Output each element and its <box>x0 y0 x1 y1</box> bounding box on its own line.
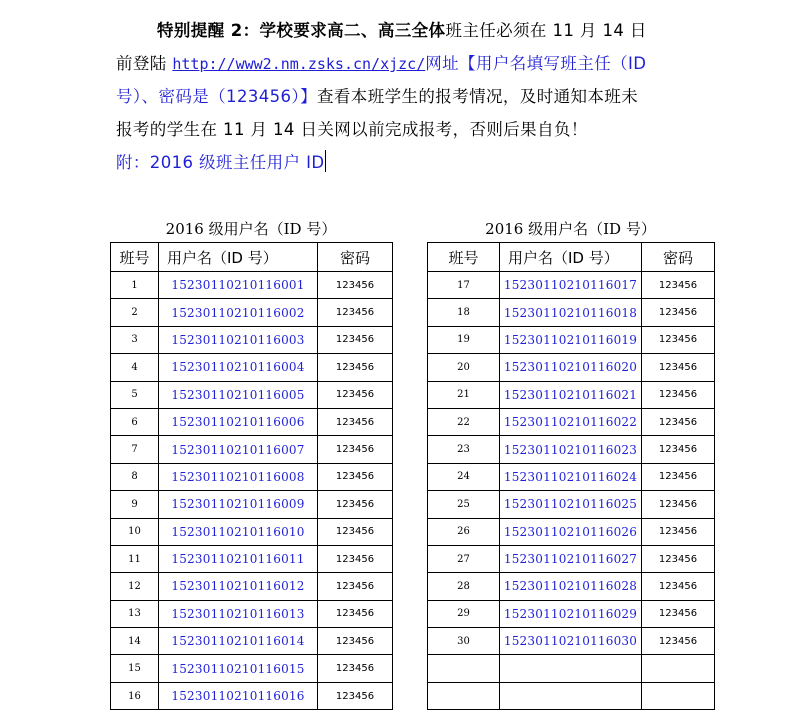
notice-paragraph <box>116 14 676 179</box>
user-id-cell: 15230110210116019 <box>500 326 642 353</box>
table-row <box>111 628 393 655</box>
table-row <box>428 600 715 627</box>
notice-line-1 <box>116 14 676 47</box>
user-id-cell: 15230110210116006 <box>159 408 318 435</box>
table-row <box>111 600 393 627</box>
user-id-cell: 15230110210116022 <box>500 408 642 435</box>
password-cell: 123456 <box>642 299 715 326</box>
password-cell <box>642 655 715 682</box>
notice-title: 特别提醒 2：学校要求高二、高三全体 <box>157 21 446 40</box>
table-row <box>428 655 715 682</box>
table-row <box>111 354 393 381</box>
user-id-cell: 15230110210116017 <box>500 272 642 299</box>
registration-url-link[interactable]: http://www2.nm.zsks.cn/xjzc/ <box>172 55 426 73</box>
class-number-cell <box>428 655 500 682</box>
class-number-cell: 15 <box>111 655 159 682</box>
password-cell: 123456 <box>642 408 715 435</box>
class-number-cell: 20 <box>428 354 500 381</box>
table-row <box>111 682 393 709</box>
table-row <box>111 545 393 572</box>
table-row <box>111 326 393 353</box>
user-id-cell: 15230110210116028 <box>500 573 642 600</box>
table-row <box>428 299 715 326</box>
class-number-cell: 19 <box>428 326 500 353</box>
table-row <box>111 381 393 408</box>
notice-line-2 <box>116 47 676 80</box>
password-cell: 123456 <box>642 518 715 545</box>
table-row <box>428 408 715 435</box>
class-number-cell: 11 <box>111 545 159 572</box>
user-id-cell: 15230110210116014 <box>159 628 318 655</box>
user-id-cell: 15230110210116008 <box>159 463 318 490</box>
user-id-cell: 15230110210116004 <box>159 354 318 381</box>
password-cell: 123456 <box>642 600 715 627</box>
password-cell: 123456 <box>318 272 393 299</box>
table-right-caption: 2016 级用户名（ID 号） <box>485 220 656 238</box>
password-cell: 123456 <box>642 491 715 518</box>
table-row <box>111 518 393 545</box>
user-id-cell: 15230110210116005 <box>159 381 318 408</box>
user-id-cell: 15230110210116001 <box>159 272 318 299</box>
table-header-row <box>111 243 393 272</box>
user-id-cell: 15230110210116009 <box>159 491 318 518</box>
notice-line-3 <box>116 80 676 113</box>
table-header-row <box>428 243 715 272</box>
class-number-cell: 10 <box>111 518 159 545</box>
notice-line1-text: 班主任必须在 11 月 14 日 <box>445 21 647 40</box>
table-row <box>428 272 715 299</box>
table-row <box>111 299 393 326</box>
table-row <box>428 491 715 518</box>
password-cell: 123456 <box>318 655 393 682</box>
password-cell: 123456 <box>318 682 393 709</box>
user-id-cell: 15230110210116026 <box>500 518 642 545</box>
notice-credentials-text: 号）、密码是（123456）】 <box>116 87 317 106</box>
table-row <box>111 573 393 600</box>
class-number-cell: 30 <box>428 628 500 655</box>
password-cell: 123456 <box>642 381 715 408</box>
class-number-cell: 22 <box>428 408 500 435</box>
class-number-cell: 29 <box>428 600 500 627</box>
user-id-cell <box>500 682 642 709</box>
password-cell: 123456 <box>318 354 393 381</box>
class-number-cell: 21 <box>428 381 500 408</box>
user-id-cell: 15230110210116020 <box>500 354 642 381</box>
class-number-cell <box>428 682 500 709</box>
class-number-cell: 2 <box>111 299 159 326</box>
user-id-cell: 15230110210116030 <box>500 628 642 655</box>
class-number-cell: 16 <box>111 682 159 709</box>
table-row <box>428 628 715 655</box>
table-row <box>428 682 715 709</box>
password-cell: 123456 <box>642 354 715 381</box>
class-number-cell: 28 <box>428 573 500 600</box>
table-row <box>111 655 393 682</box>
column-header-password: 密码 <box>642 243 715 272</box>
table-row <box>428 463 715 490</box>
user-id-cell: 15230110210116016 <box>159 682 318 709</box>
user-id-cell: 15230110210116025 <box>500 491 642 518</box>
class-number-cell: 25 <box>428 491 500 518</box>
table-row <box>111 272 393 299</box>
table-row <box>428 354 715 381</box>
class-number-cell: 14 <box>111 628 159 655</box>
column-header-user-id: 用户名（ID 号） <box>500 243 642 272</box>
password-cell: 123456 <box>642 628 715 655</box>
password-cell: 123456 <box>318 545 393 572</box>
notice-line-4 <box>116 113 676 146</box>
column-header-password: 密码 <box>318 243 393 272</box>
user-id-cell: 15230110210116012 <box>159 573 318 600</box>
class-number-cell: 8 <box>111 463 159 490</box>
user-id-cell <box>500 655 642 682</box>
notice-line4-text: 报考的学生在 11 月 14 日关网以前完成报考，否则后果自负！ <box>116 120 588 139</box>
table-row <box>428 545 715 572</box>
user-id-table-right <box>427 242 715 710</box>
table-row <box>111 491 393 518</box>
text-cursor <box>325 150 326 172</box>
password-cell: 123456 <box>318 408 393 435</box>
class-number-cell: 23 <box>428 436 500 463</box>
user-id-cell: 15230110210116002 <box>159 299 318 326</box>
password-cell: 123456 <box>642 272 715 299</box>
table-body-left <box>111 272 393 710</box>
password-cell: 123456 <box>318 628 393 655</box>
user-id-cell: 15230110210116015 <box>159 655 318 682</box>
column-header-class-no: 班号 <box>111 243 159 272</box>
user-id-cell: 15230110210116018 <box>500 299 642 326</box>
password-cell: 123456 <box>642 573 715 600</box>
password-cell <box>642 682 715 709</box>
user-id-cell: 15230110210116011 <box>159 545 318 572</box>
password-cell: 123456 <box>642 545 715 572</box>
class-number-cell: 26 <box>428 518 500 545</box>
password-cell: 123456 <box>318 326 393 353</box>
password-cell: 123456 <box>642 326 715 353</box>
password-cell: 123456 <box>318 518 393 545</box>
column-header-user-id: 用户名（ID 号） <box>159 243 318 272</box>
password-cell: 123456 <box>318 463 393 490</box>
class-number-cell: 1 <box>111 272 159 299</box>
password-cell: 123456 <box>642 436 715 463</box>
table-left-caption: 2016 级用户名（ID 号） <box>165 220 337 238</box>
table-row <box>111 408 393 435</box>
table-body-right <box>428 272 715 710</box>
table-row <box>428 573 715 600</box>
column-header-class-no: 班号 <box>428 243 500 272</box>
class-number-cell: 9 <box>111 491 159 518</box>
appendix-text: 附：2016 级班主任用户 ID <box>116 153 325 172</box>
user-id-cell: 15230110210116003 <box>159 326 318 353</box>
password-cell: 123456 <box>318 381 393 408</box>
class-number-cell: 18 <box>428 299 500 326</box>
user-id-cell: 15230110210116013 <box>159 600 318 627</box>
password-cell: 123456 <box>318 600 393 627</box>
password-cell: 123456 <box>318 299 393 326</box>
table-row <box>111 463 393 490</box>
user-id-cell: 15230110210116027 <box>500 545 642 572</box>
notice-line2-suffix: 网址【用户名填写班主任（ID <box>425 54 647 73</box>
user-id-cell: 15230110210116029 <box>500 600 642 627</box>
user-id-cell: 15230110210116024 <box>500 463 642 490</box>
table-row <box>428 436 715 463</box>
user-id-cell: 15230110210116023 <box>500 436 642 463</box>
class-number-cell: 5 <box>111 381 159 408</box>
class-number-cell: 17 <box>428 272 500 299</box>
password-cell: 123456 <box>318 436 393 463</box>
password-cell: 123456 <box>318 573 393 600</box>
notice-line2-prefix: 前登陆 <box>116 54 173 73</box>
user-id-cell: 15230110210116010 <box>159 518 318 545</box>
password-cell: 123456 <box>642 463 715 490</box>
class-number-cell: 27 <box>428 545 500 572</box>
notice-line3-text: 查看本班学生的报考情况，及时通知本班未 <box>317 87 639 106</box>
class-number-cell: 6 <box>111 408 159 435</box>
class-number-cell: 24 <box>428 463 500 490</box>
table-row <box>428 381 715 408</box>
user-id-cell: 15230110210116021 <box>500 381 642 408</box>
class-number-cell: 4 <box>111 354 159 381</box>
table-row <box>428 326 715 353</box>
table-row <box>111 436 393 463</box>
table-row <box>428 518 715 545</box>
class-number-cell: 12 <box>111 573 159 600</box>
user-id-cell: 15230110210116007 <box>159 436 318 463</box>
notice-appendix-line <box>116 146 676 179</box>
user-id-table-left <box>110 242 393 710</box>
class-number-cell: 7 <box>111 436 159 463</box>
class-number-cell: 13 <box>111 600 159 627</box>
password-cell: 123456 <box>318 491 393 518</box>
class-number-cell: 3 <box>111 326 159 353</box>
